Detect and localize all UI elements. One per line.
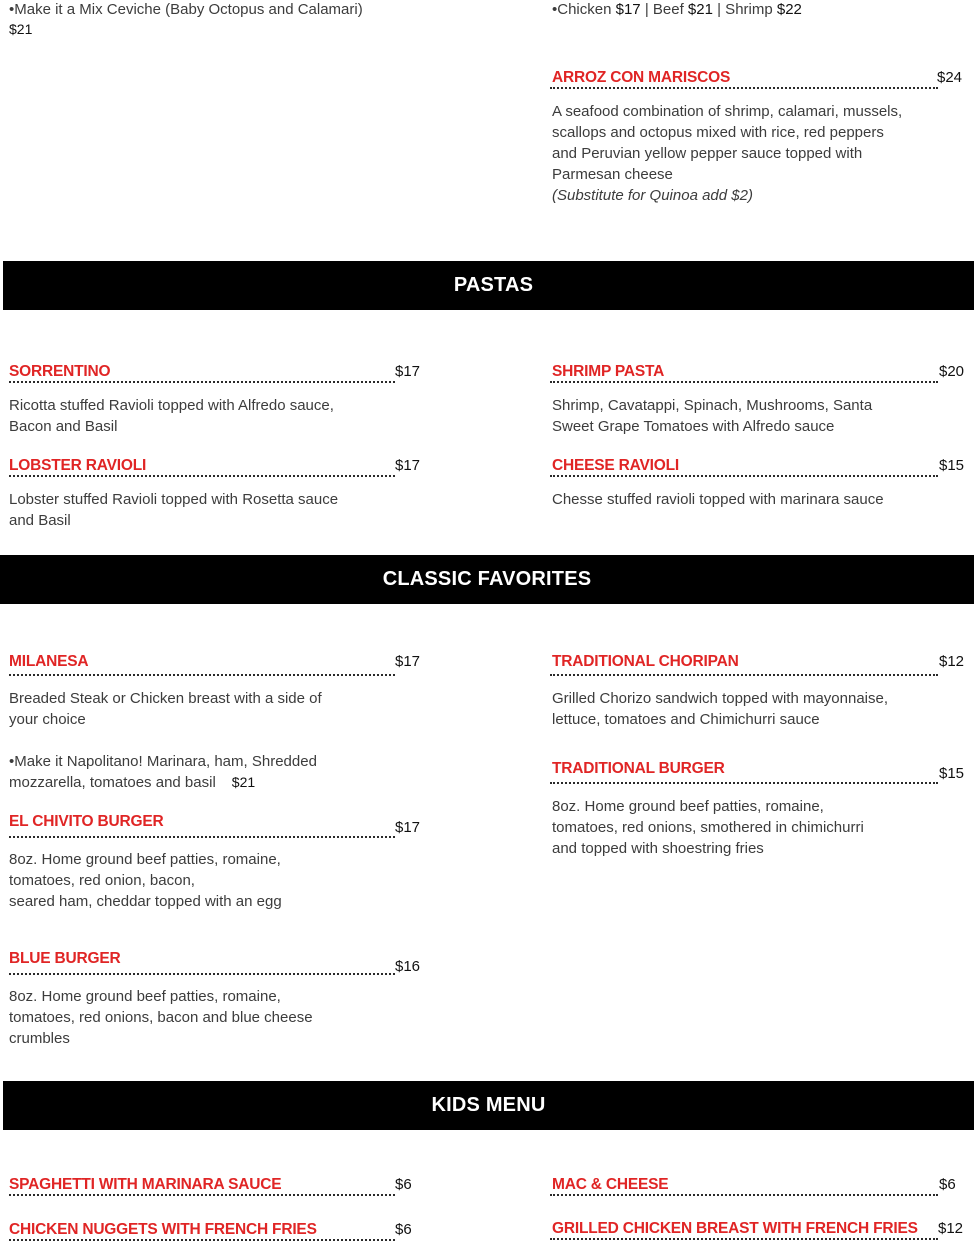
lobster-ravioli-title: LOBSTER RAVIOLI [9, 457, 147, 474]
trad-burger-desc-line: and topped with shoestring fries [552, 840, 764, 857]
ceviche-mix-price: $21 [9, 21, 33, 37]
arroz-title: ARROZ CON MARISCOS [552, 69, 731, 86]
sorrentino-title: SORRENTINO [9, 363, 111, 380]
saltado-shrimp-price: $22 [776, 1, 802, 18]
spaghetti-price: $6 [395, 1176, 412, 1193]
lobster-ravioli-leader [9, 475, 395, 477]
trad-burger-leader [550, 782, 938, 784]
mac-cheese-leader [550, 1194, 938, 1196]
blue-burger-title: BLUE BURGER [9, 950, 121, 967]
lobster-ravioli-price: $17 [395, 457, 421, 474]
chivito-title: EL CHIVITO BURGER [9, 813, 164, 830]
lobster-ravioli-description [9, 489, 338, 531]
milanesa-desc-line: your choice [9, 711, 86, 728]
spaghetti-leader [9, 1194, 395, 1196]
arroz-desc-line: and Peruvian yellow pepper sauce topped with [552, 145, 863, 162]
blue-burger-desc-line: crumbles [9, 1030, 70, 1047]
blue-burger-leader [9, 973, 395, 975]
cheese-ravioli-desc-line: Chesse stuffed ravioli topped with marinara sauce [552, 491, 884, 508]
trad-burger-description [552, 796, 864, 859]
nuggets-price: $6 [395, 1221, 412, 1238]
mac-cheese-price: $6 [939, 1176, 956, 1193]
milanesa-title: MILANESA [9, 653, 89, 670]
kids-menu-section-header: KIDS MENU [3, 1081, 974, 1130]
sorrentino-leader [9, 381, 395, 383]
napolitano-line: mozzarella, tomatoes and basil [9, 774, 216, 791]
shrimp-pasta-price: $20 [939, 363, 965, 380]
milanesa-description [9, 688, 322, 730]
chivito-description [9, 849, 282, 912]
cheese-ravioli-price: $15 [939, 457, 965, 474]
grilled-chicken-title: GRILLED CHICKEN BREAST WITH FRENCH FRIES [552, 1220, 918, 1237]
milanesa-napolitano-option [9, 751, 317, 793]
milanesa-desc-line: Breaded Steak or Chicken breast with a side of [9, 690, 322, 707]
napolitano-line: •Make it Napolitano! Marinara, ham, Shredded [9, 753, 317, 770]
arroz-leader [550, 87, 938, 89]
milanesa-price: $17 [395, 653, 421, 670]
choripan-leader [550, 674, 938, 676]
arroz-desc-line: scallops and octopus mixed with rice, red peppers [552, 124, 884, 141]
spaghetti-title: SPAGHETTI WITH MARINARA SAUCE [9, 1176, 282, 1193]
shrimp-pasta-desc-line: Shrimp, Cavatappi, Spinach, Mushrooms, Santa [552, 397, 873, 414]
lobster-ravioli-desc-line: Lobster stuffed Ravioli topped with Rosetta sauce [9, 491, 339, 508]
saltado-chicken-label: •Chicken [552, 1, 616, 18]
napolitano-price: $21 [231, 774, 256, 790]
arroz-substitute-note: (Substitute for Quinoa add $2) [552, 187, 753, 204]
chivito-desc-line: tomatoes, red onion, bacon, [9, 872, 195, 889]
shrimp-pasta-desc-line: Sweet Grape Tomatoes with Alfredo sauce [552, 418, 835, 435]
cheese-ravioli-description [552, 489, 884, 510]
choripan-desc-line: Grilled Chorizo sandwich topped with mayonnaise, [552, 690, 889, 707]
pastas-section-header: PASTAS [3, 261, 974, 310]
shrimp-pasta-leader [550, 381, 938, 383]
blue-burger-desc-line: 8oz. Home ground beef patties, romaine, [9, 988, 281, 1005]
chivito-desc-line: 8oz. Home ground beef patties, romaine, [9, 851, 281, 868]
chivito-price: $17 [395, 819, 421, 836]
sorrentino-desc-line: Ricotta stuffed Ravioli topped with Alfredo sauce, [9, 397, 334, 414]
saltado-beef-price: $21 [687, 1, 713, 18]
trad-burger-price: $15 [939, 765, 965, 782]
grilled-chicken-leader [550, 1238, 938, 1240]
cheese-ravioli-leader [550, 475, 938, 477]
grilled-chicken-price: $12 [938, 1220, 964, 1237]
trad-burger-desc-line: 8oz. Home ground beef patties, romaine, [552, 798, 824, 815]
arroz-price: $24 [937, 69, 963, 86]
saltado-chicken-price: $17 [615, 1, 641, 18]
sorrentino-price: $17 [395, 363, 421, 380]
arroz-desc-line: Parmesan cheese [552, 166, 673, 183]
arroz-description [552, 101, 902, 206]
ceviche-mix-line [9, 0, 363, 20]
classic-favorites-section-header: CLASSIC FAVORITES [0, 555, 974, 604]
saltado-options-line [552, 0, 802, 20]
choripan-description [552, 688, 888, 730]
sorrentino-desc-line: Bacon and Basil [9, 418, 118, 435]
sorrentino-description [9, 395, 334, 437]
mac-cheese-title: MAC & CHEESE [552, 1176, 669, 1193]
trad-burger-title: TRADITIONAL BURGER [552, 760, 725, 777]
saltado-beef-label: | Beef [640, 1, 688, 18]
trad-burger-desc-line: tomatoes, red onions, smothered in chimichurri [552, 819, 864, 836]
ceviche-mix-text: •Make it a Mix Ceviche (Baby Octopus and Calamari) [9, 1, 363, 18]
chivito-leader [9, 836, 395, 838]
nuggets-leader [9, 1239, 395, 1241]
blue-burger-price: $16 [395, 958, 421, 975]
arroz-desc-line: A seafood combination of shrimp, calamari, mussels, [552, 103, 903, 120]
milanesa-leader [9, 674, 395, 676]
shrimp-pasta-title: SHRIMP PASTA [552, 363, 665, 380]
cheese-ravioli-title: CHEESE RAVIOLI [552, 457, 679, 474]
chivito-desc-line: seared ham, cheddar topped with an egg [9, 893, 282, 910]
saltado-shrimp-label: | Shrimp [712, 1, 777, 18]
shrimp-pasta-description [552, 395, 872, 437]
blue-burger-description [9, 986, 313, 1049]
choripan-desc-line: lettuce, tomatoes and Chimichurri sauce [552, 711, 820, 728]
blue-burger-desc-line: tomatoes, red onions, bacon and blue cheese [9, 1009, 313, 1026]
nuggets-title: CHICKEN NUGGETS WITH FRENCH FRIES [9, 1221, 317, 1238]
choripan-title: TRADITIONAL CHORIPAN [552, 653, 739, 670]
lobster-ravioli-desc-line: and Basil [9, 512, 71, 529]
choripan-price: $12 [939, 653, 965, 670]
